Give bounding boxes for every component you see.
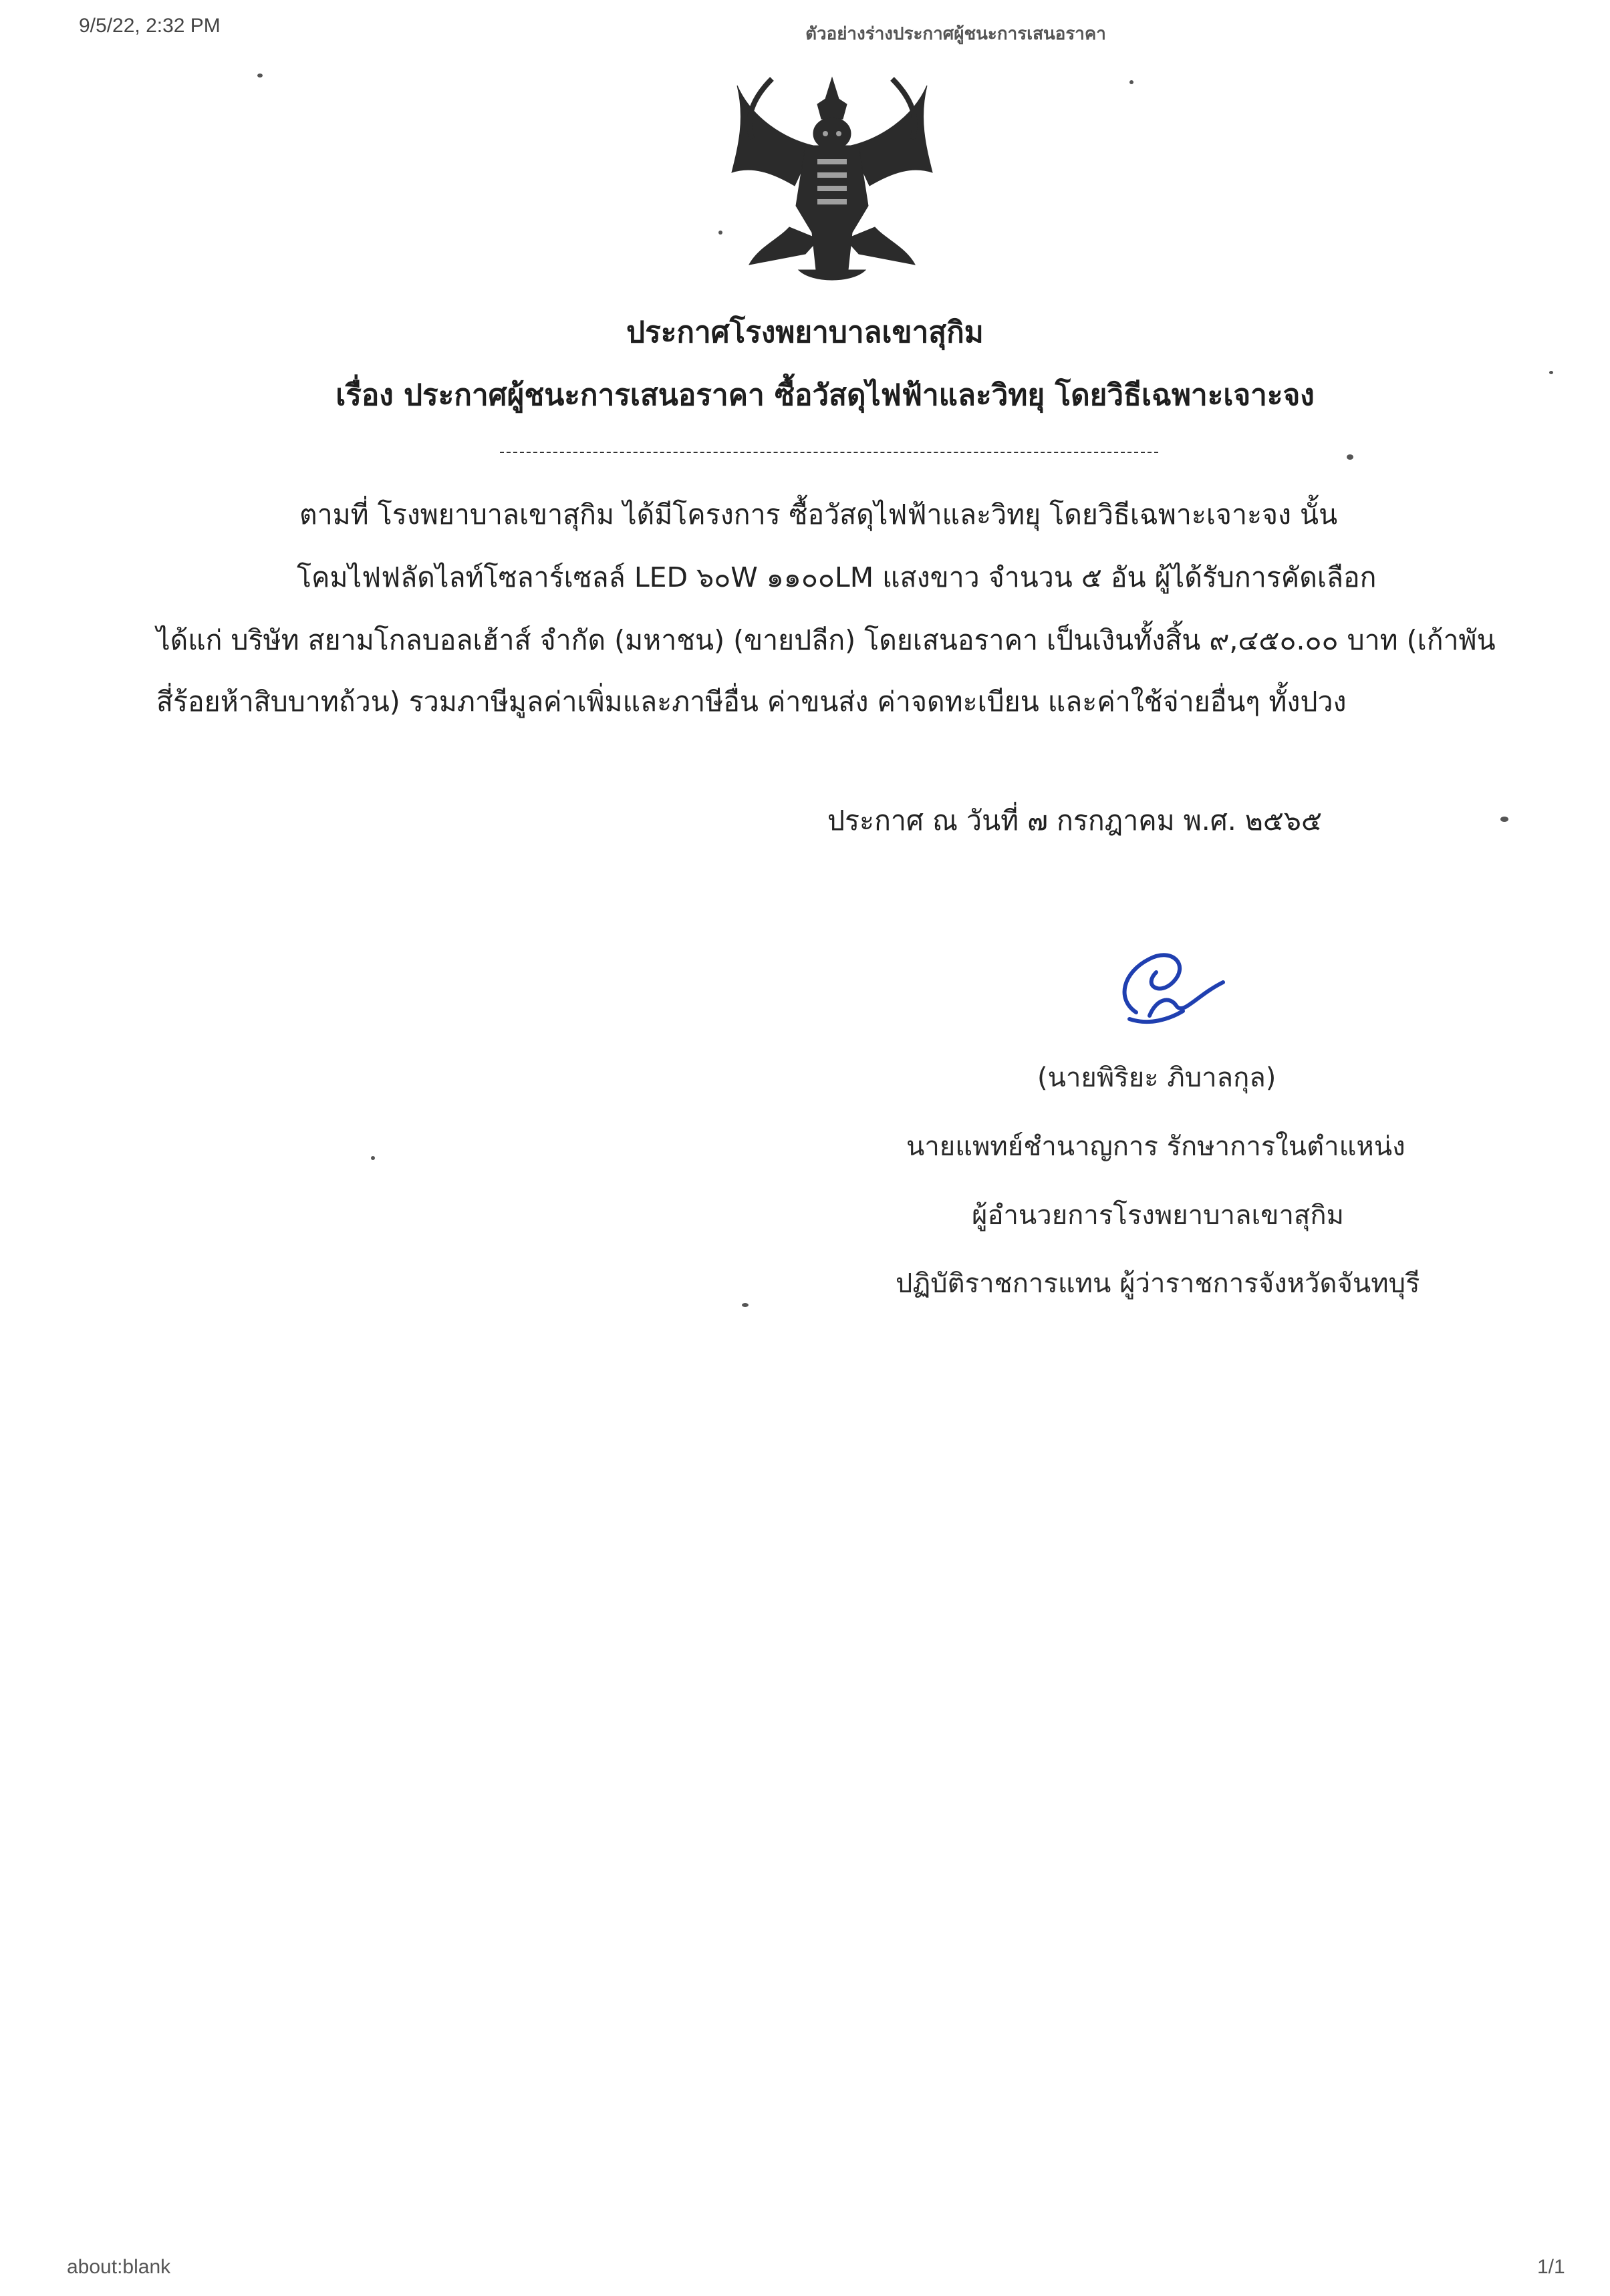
garuda-emblem-icon	[725, 72, 939, 286]
scan-speck	[718, 231, 722, 235]
scan-speck	[371, 1156, 375, 1160]
signatory-position-3: ปฏิบัติราชการแทน ผู้ว่าราชการจังหวัดจันทบุรี	[896, 1268, 1420, 1299]
signatory-name: (นายพิริยะ ภิบาลกุล)	[1037, 1062, 1277, 1093]
announcement-subject: เรื่อง ประกาศผู้ชนะการเสนอราคา ซื้อวัสดุไฟฟ้าและวิทยุ โดยวิธีเฉพาะเจาะจง	[336, 378, 1315, 412]
divider-line	[500, 452, 1158, 453]
announcement-date: ประกาศ ณ วันที่ ๗ กรกฎาคม พ.ศ. ๒๕๖๕	[827, 805, 1322, 837]
print-page-number: 1/1	[1537, 2256, 1565, 2278]
signatory-position-1: นายแพทย์ชำนาญการ รักษาการในตำแหน่ง	[906, 1131, 1405, 1162]
print-document-title: ตัวอย่างร่างประกาศผู้ชนะการเสนอราคา	[805, 24, 1106, 44]
signatory-position-2: ผู้อำนวยการโรงพยาบาลเขาสุกิม	[972, 1200, 1344, 1231]
scan-speck	[1347, 454, 1353, 460]
body-line-4: สี่ร้อยห้าสิบบาทถ้วน) รวมภาษีมูลค่าเพิ่มและภาษีอื่น ค่าขนส่ง ค่าจดทะเบียน และค่าใช้จ่ายอื่นๆ ทั้งปวง	[156, 686, 1347, 718]
print-url: about:blank	[67, 2256, 171, 2278]
body-line-3: ได้แก่ บริษัท สยามโกลบอลเฮ้าส์ จำกัด (มหาชน) (ขายปลีก) โดยเสนอราคา เป็นเงินทั้งสิ้น ๙,๔๕๐.๐๐ บาท (เก้าพัน	[156, 624, 1496, 656]
scan-speck	[1549, 371, 1553, 374]
body-line-2: โคมไฟฟลัดไลท์โซลาร์เซลล์ LED ๖๐W ๑๑๐๐LM แสงขาว จำนวน ๕ อัน ผู้ได้รับการคัดเลือก	[297, 561, 1377, 593]
body-line-1: ตามที่ โรงพยาบาลเขาสุกิม ได้มีโครงการ ซื้อวัสดุไฟฟ้าและวิทยุ โดยวิธีเฉพาะเจาะจง นั้น	[299, 498, 1338, 531]
scan-speck	[742, 1303, 749, 1307]
scan-speck	[257, 74, 263, 78]
print-datetime: 9/5/22, 2:32 PM	[79, 15, 221, 37]
scan-speck	[1500, 817, 1508, 822]
scan-speck	[1129, 80, 1133, 84]
announcement-heading: ประกาศโรงพยาบาลเขาสุกิม	[626, 315, 984, 349]
signature-icon	[1109, 932, 1230, 1032]
